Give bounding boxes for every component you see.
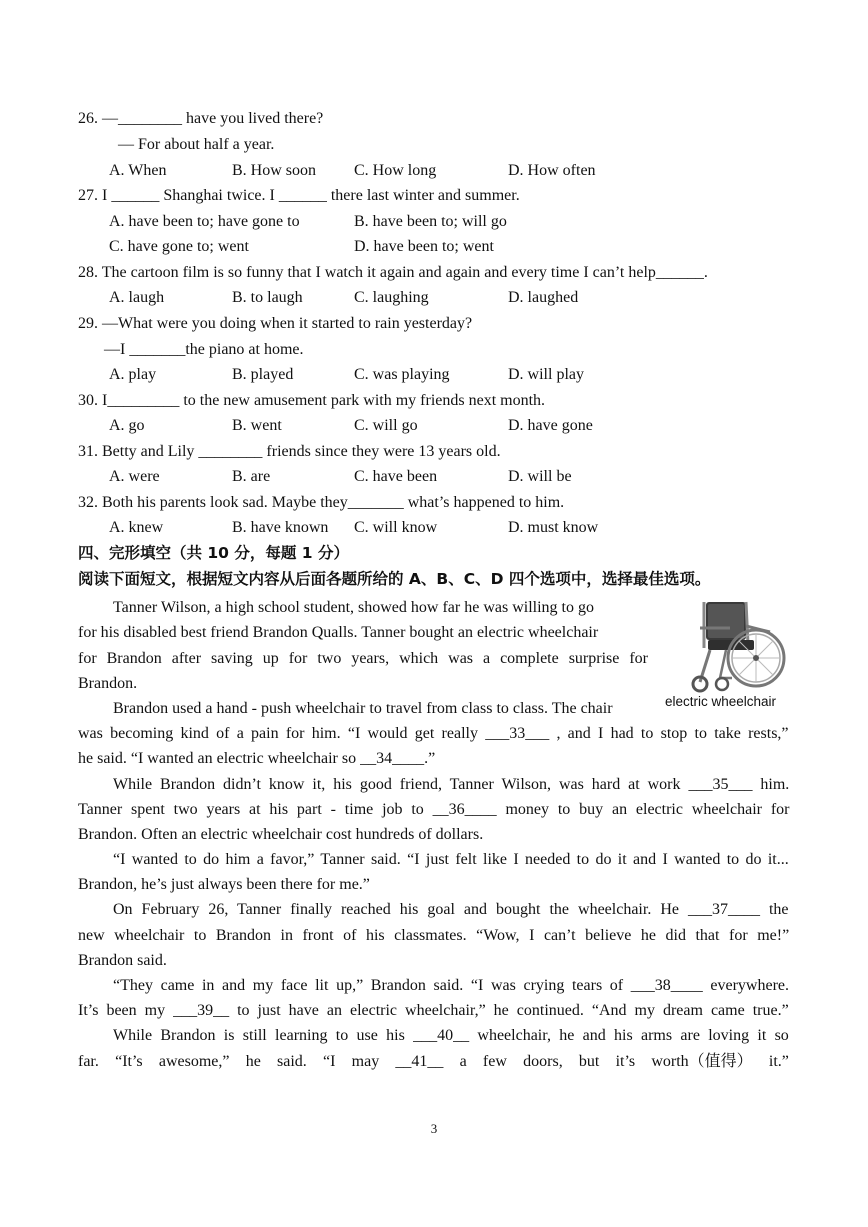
page-number: 3 bbox=[430, 1121, 438, 1136]
q28-option-b: B. to laugh bbox=[232, 289, 303, 306]
q32-option-c: C. will know bbox=[354, 519, 438, 536]
blank-41: __41__ bbox=[395, 1053, 444, 1070]
q26-option-c: C. How long bbox=[354, 162, 437, 179]
q29-option-d: D. will play bbox=[508, 366, 584, 383]
q26-option-a: A. When bbox=[109, 162, 167, 179]
q29-option-a: A. play bbox=[109, 366, 157, 383]
q26-option-d: D. How often bbox=[508, 162, 596, 179]
q30-option-b: B. went bbox=[232, 417, 282, 434]
q26-answer-line: — For about half a year. bbox=[118, 136, 275, 153]
q27-option-a: A. have been to; have gone to bbox=[109, 213, 300, 230]
passage-p1-line4: Brandon. bbox=[78, 675, 138, 692]
blank-36: __36____ bbox=[432, 801, 497, 818]
q31-stem: 31. Betty and Lily ________ friends since they were 13 years old. bbox=[78, 443, 501, 460]
q31-option-d: D. will be bbox=[508, 468, 572, 485]
q29-stem: 29. —What were you doing when it started to rain yesterday? bbox=[78, 315, 473, 332]
passage-p5-line1: On February 26, Tanner finally reached his goal and bought the wheelchair. He ___37____ the bbox=[113, 901, 789, 918]
blank-37: ___37____ bbox=[687, 901, 760, 918]
blank-33: ___33___ bbox=[485, 725, 550, 742]
q29-option-c: C. was playing bbox=[354, 366, 450, 383]
passage-p1-line2: for his disabled best friend Brandon Qualls. Tanner bought an electric wheelchair bbox=[78, 624, 599, 641]
q27-stem: 27. I ______ Shanghai twice. I ______ there last winter and summer. bbox=[78, 187, 520, 204]
q29-option-b: B. played bbox=[232, 366, 294, 383]
wheelchair-image bbox=[686, 598, 788, 694]
blank-40: ___40__ bbox=[413, 1027, 470, 1044]
q26-stem: 26. —________ have you lived there? bbox=[78, 110, 324, 127]
blank-35: ___35_ bbox=[688, 776, 737, 793]
q31-option-c: C. have been bbox=[354, 468, 438, 485]
q30-stem: 30. I_________ to the new amusement park with my friends next month. bbox=[78, 392, 546, 409]
q32-option-a: A. knew bbox=[109, 519, 164, 536]
q30-option-c: C. will go bbox=[354, 417, 418, 434]
passage-p7-line1: While Brandon is still learning to use his ___40__ wheelchair, he and his arms are loving it so bbox=[113, 1027, 789, 1044]
passage-p2-line1: Brandon used a hand - push wheelchair to travel from class to class. The chair bbox=[113, 700, 613, 717]
q29-answer-line: —I _______the piano at home. bbox=[104, 341, 304, 358]
q28-option-c: C. laughing bbox=[354, 289, 429, 306]
passage-p6-line2: It’s been my ___39__ to just have an electric wheelchair,” he continued. “And my dream came true.” bbox=[78, 1002, 789, 1019]
q27-option-b: B. have been to; will go bbox=[354, 213, 507, 230]
passage-p5-line2: new wheelchair to Brandon in front of his classmates. “Wow, I can’t believe he did that for me!” bbox=[78, 927, 790, 944]
passage-p5-line3: Brandon said. bbox=[78, 952, 167, 969]
passage-p3-line3: Brandon. Often an electric wheelchair cost hundreds of dollars. bbox=[78, 826, 484, 843]
passage-p6-line1: “They came in and my face lit up,” Brandon said. “I was crying tears of ___38____ everywhere. bbox=[113, 977, 790, 994]
q31-option-a: A. were bbox=[109, 468, 160, 485]
q27-option-c: C. have gone to; went bbox=[109, 238, 249, 255]
q28-option-d: D. laughed bbox=[508, 289, 579, 306]
section-instruction: 阅读下面短文，根据短文内容从后面各题所给的 A、B、C、D 四个选项中，选择最佳选项。 bbox=[78, 570, 711, 588]
passage-p1-line3: for Brandon after saving up for two years, which was a complete surprise for bbox=[78, 650, 648, 667]
passage-p4-line1: “I wanted to do him a favor,” Tanner said. “I just felt like I needed to do it and I wanted to do it... bbox=[113, 851, 789, 868]
q26-option-b: B. How soon bbox=[232, 162, 317, 179]
blank-38: ___38____ bbox=[630, 977, 703, 994]
q27-option-d: D. have been to; went bbox=[354, 238, 494, 255]
q30-option-a: A. go bbox=[109, 417, 145, 434]
passage-p2-line3: he said. “I wanted an electric wheelchair so __34____.” bbox=[78, 750, 436, 767]
blank-34: __34____ bbox=[360, 750, 425, 767]
section-title: 四、完形填空（共 10 分，每题 1 分） bbox=[78, 544, 349, 562]
q32-option-b: B. have known bbox=[232, 519, 329, 536]
q32-option-d: D. must know bbox=[508, 519, 599, 536]
q30-option-d: D. have gone bbox=[508, 417, 593, 434]
q28-option-a: A. laugh bbox=[109, 289, 165, 306]
passage-p3-line2: Tanner spent two years at his part - time job to __36____ money to buy an electric wheelchair for bbox=[78, 801, 790, 818]
q31-option-b: B. are bbox=[232, 468, 271, 485]
passage-p1-line1: Tanner Wilson, a high school student, showed how far he was willing to go bbox=[113, 599, 594, 616]
passage-p4-line2: Brandon, he’s just always been there for me.” bbox=[78, 876, 370, 893]
figure-caption: electric wheelchair bbox=[665, 694, 777, 709]
q28-stem: 28. The cartoon film is so funny that I watch it again and again and every time I can’t help______. bbox=[78, 264, 708, 281]
passage-p7-line2: far. “It’s awesome,” he said. “I may __41__ a few doors, but it’s worth（值得） it.” bbox=[78, 1053, 789, 1070]
q32-stem: 32. Both his parents look sad. Maybe they_______ what’s happened to him. bbox=[78, 494, 565, 511]
blank-39: ___39__ bbox=[173, 1002, 230, 1019]
passage-p2-line2: was becoming kind of a pain for him. “I would get really ___33___ , and I had to stop to take rests,” bbox=[78, 725, 789, 742]
passage-p3-line1: While Brandon didn’t know it, his good friend, Tanner Wilson, was hard at work ___35___ him. bbox=[113, 776, 790, 793]
